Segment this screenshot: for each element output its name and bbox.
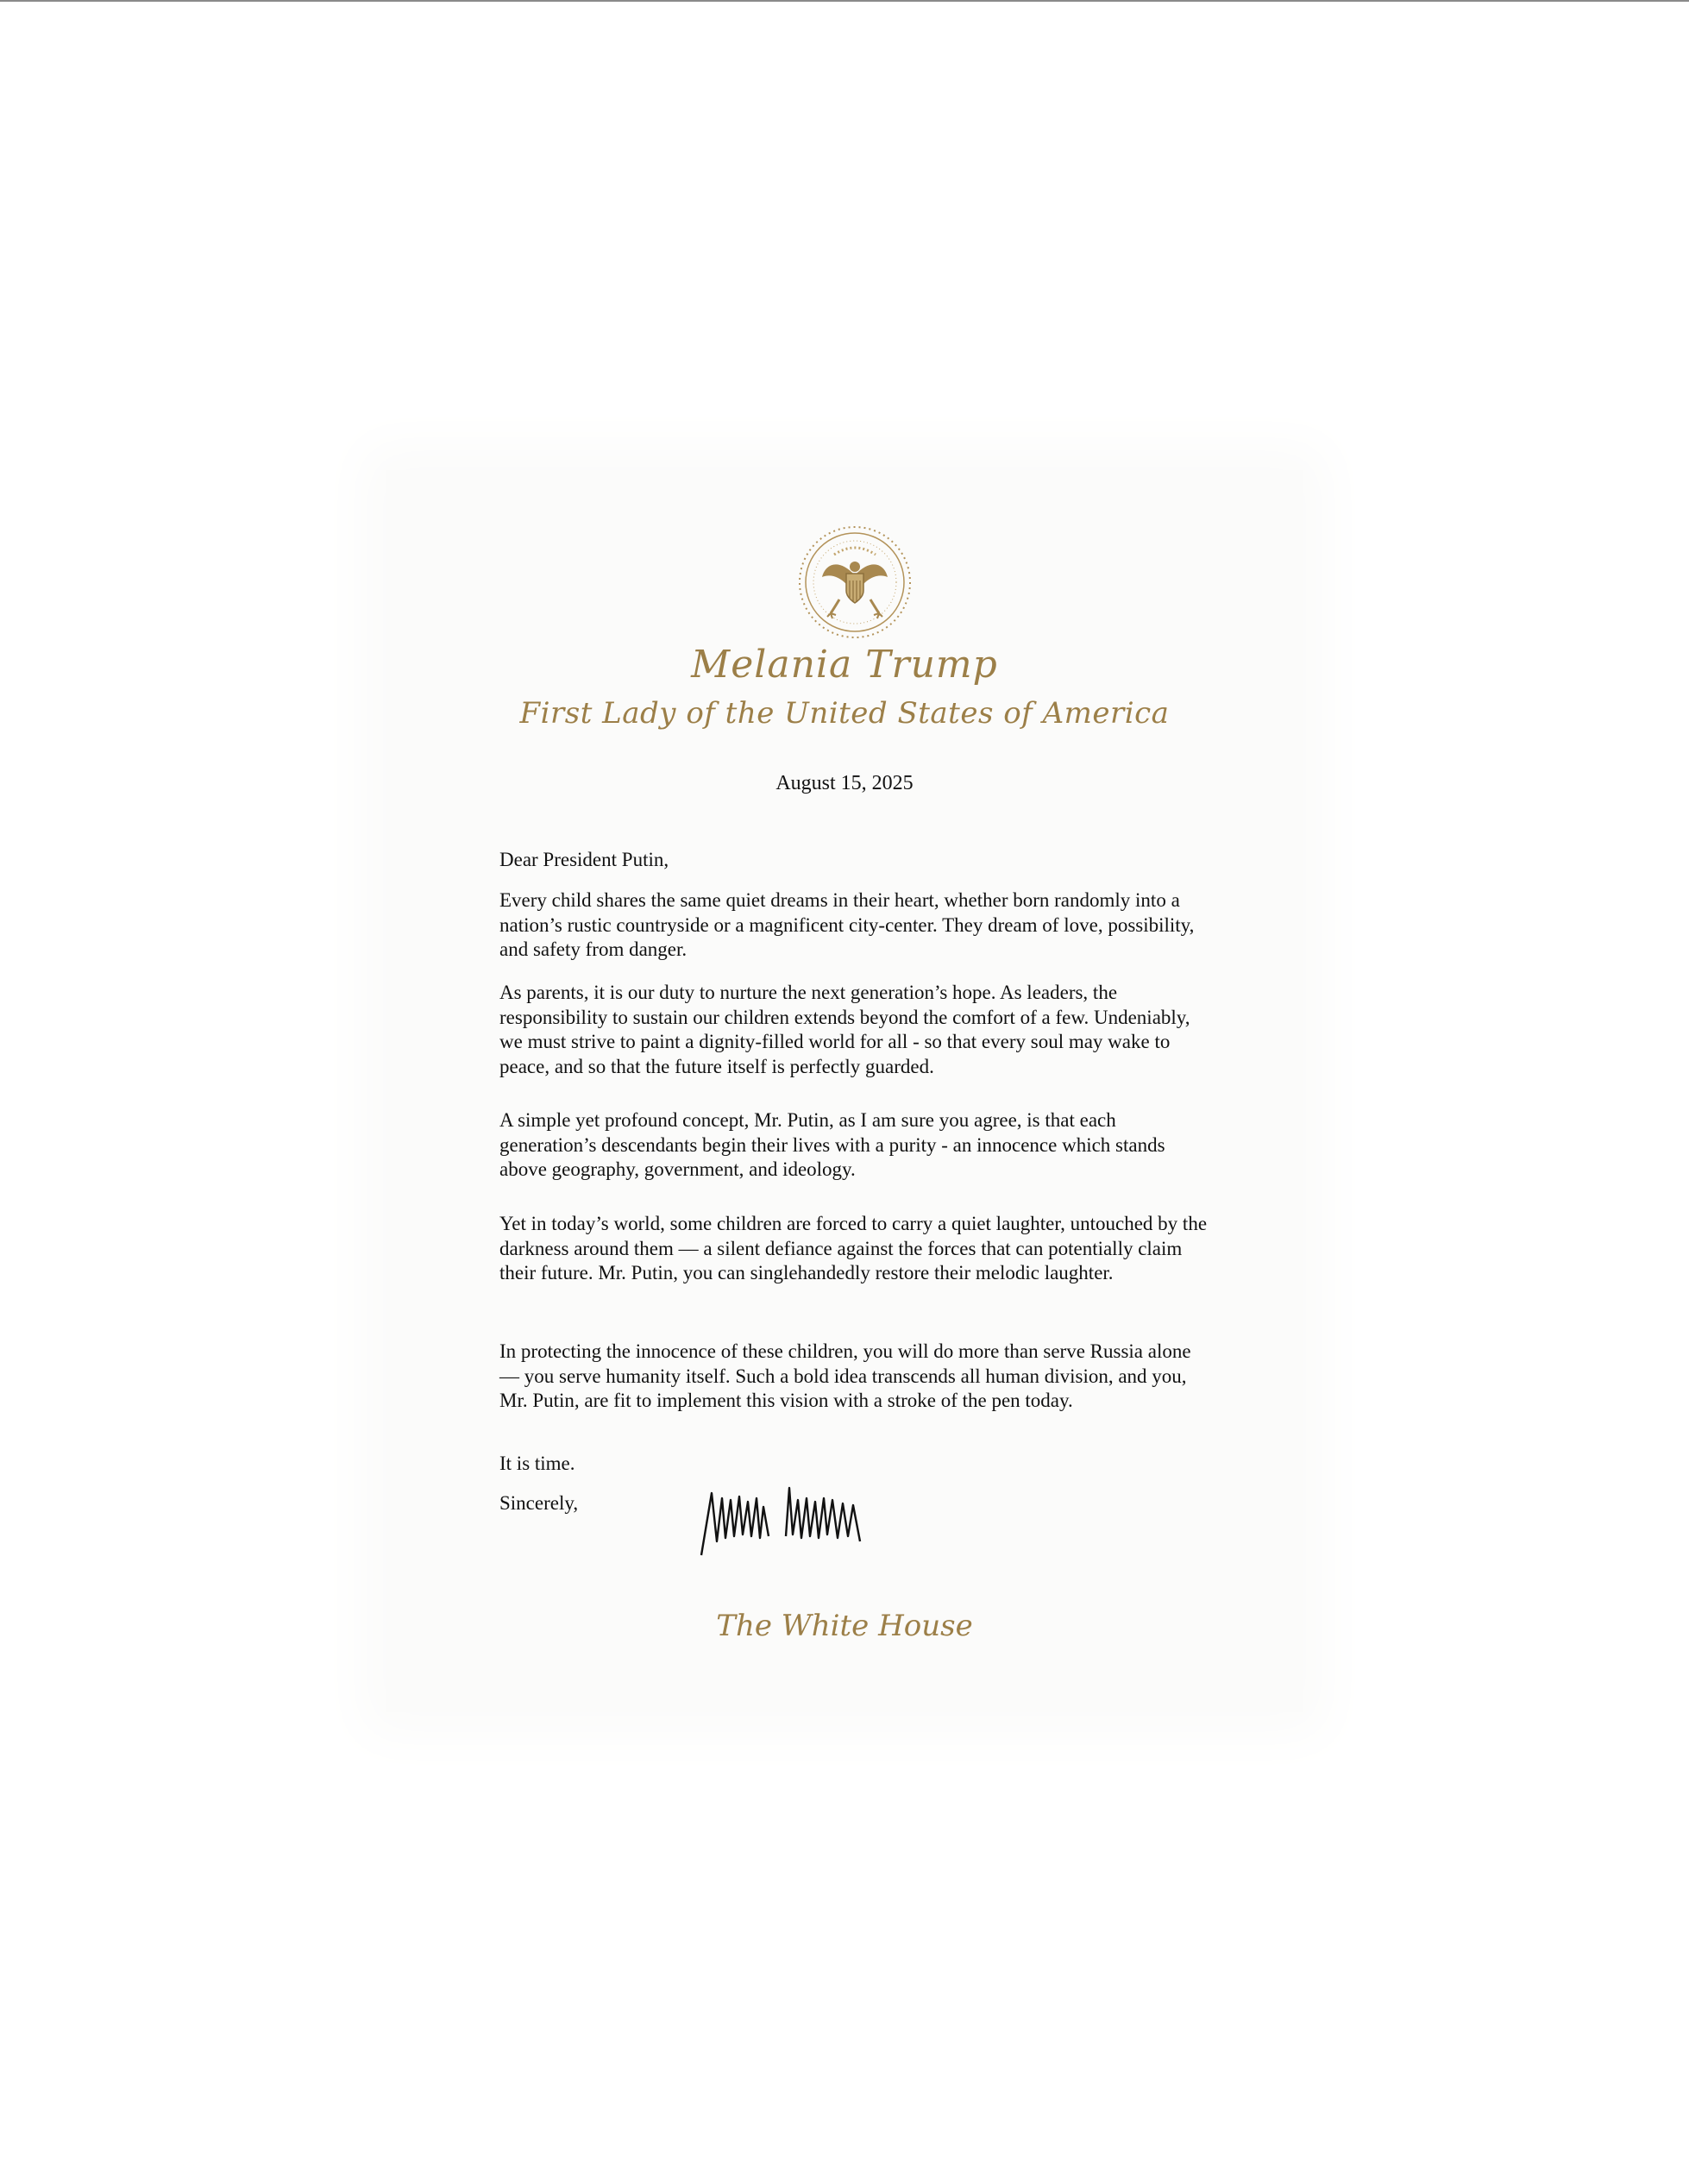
paragraph-5: In protecting the innocence of these children, you will do more than serve Russia alone — you serve humanity itself. Such a bold idea transcends all human division, and you, Mr. Putin, are fit to implement this vision with a stroke of the pen today. <box>499 1340 1191 1411</box>
letter-date: August 15, 2025 <box>775 772 914 794</box>
letterhead-title: First Lady of the United States of America <box>519 696 1170 731</box>
paragraph-4: Yet in today’s world, some children are forced to carry a quiet laughter, untouched by the darkness around them — a silent defiance against the forces that can potentially claim their future. Mr. Putin, you can singlehandedly restore their melodic laughter. <box>499 1213 1208 1283</box>
presidential-seal-icon <box>796 524 914 641</box>
letterhead-name: Melania Trump <box>691 643 998 687</box>
closing-line: It is time. <box>499 1453 575 1474</box>
paragraph-2: As parents, it is our duty to nurture the next generation’s hope. As leaders, the responsibility to sustain our children extends beyond the comfort of a few. Undeniably, we must strive to paint a dignity-filled world for all - so that every soul may wake to peace, and so that the future itself is perfectly guarded. <box>499 982 1190 1077</box>
top-border <box>0 0 1689 2</box>
salutation: Dear President Putin, <box>499 849 669 870</box>
letter-page <box>386 470 1303 1712</box>
valediction: Sincerely, <box>499 1492 579 1514</box>
paragraph-3: A simple yet profound concept, Mr. Putin, as I am sure you agree, is that each generation’s descendants begin their lives with a purity - an innocence which stands above geography, government, and ideology. <box>499 1109 1165 1180</box>
footer-the-white-house: The White House <box>716 1609 973 1643</box>
handwritten-signature-icon <box>700 1481 872 1559</box>
paragraph-1: Every child shares the same quiet dreams in their heart, whether born randomly into a nation’s rustic countryside or a magnificent city-center. They dream of love, possibility, and safety from danger. <box>499 889 1195 960</box>
